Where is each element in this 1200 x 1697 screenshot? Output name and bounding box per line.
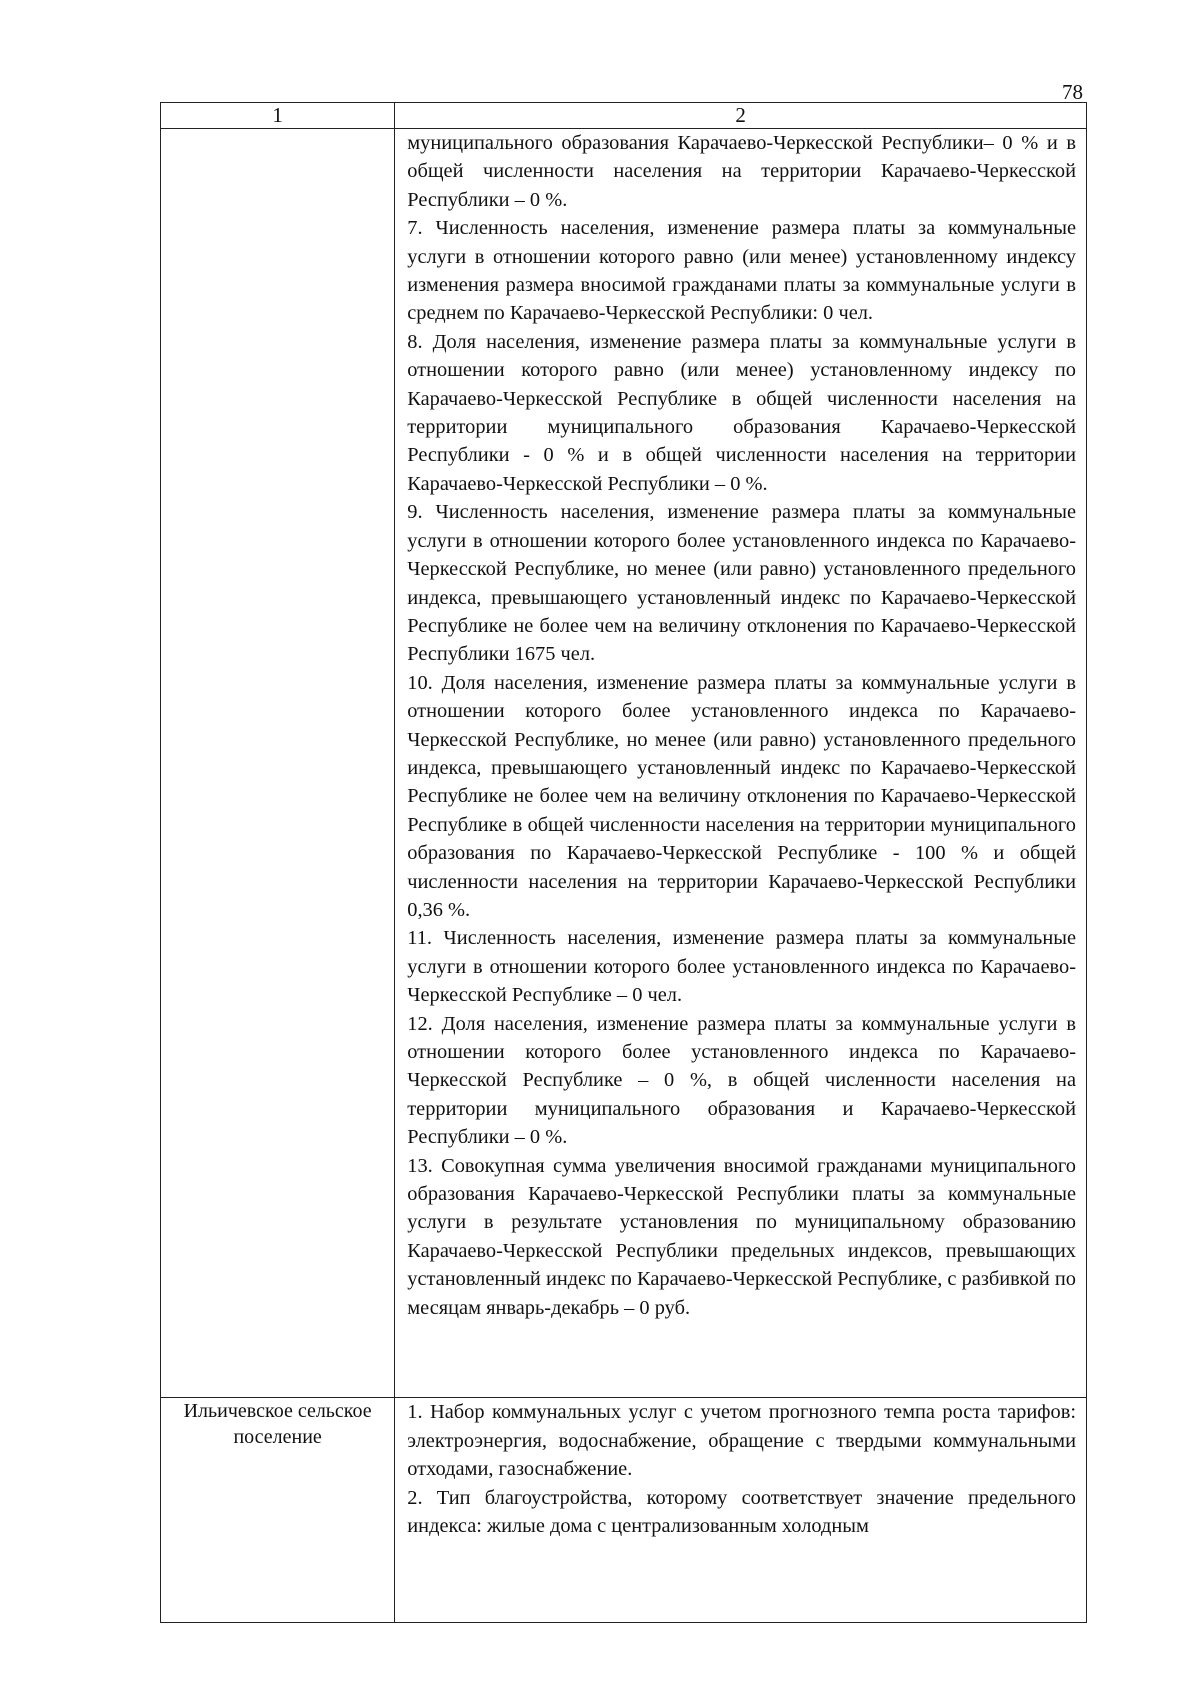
content-cell — [395, 1398, 1087, 1623]
table-row — [161, 1398, 1087, 1623]
paragraph: 12. Доля населения, изменение размера платы за коммунальные услуги в отношении которого более установленного индекса по Карачаево-Черкесской Республике – 0 %, в общей численности населения на территории муниципального образования и Карачаево-Черкесской Республики – 0 %. — [407, 1012, 1076, 1149]
page-number: 78 — [1062, 80, 1083, 104]
paragraph: 7. Численность населения, изменение размера платы за коммунальные услуги в отношении которого равно (или менее) установленному индексу изменения размера вносимой гражданами платы за коммунальные услуги в среднем по Карачаево-Черкесской Республики: 0 чел. — [407, 217, 1076, 325]
header-cell-2: 2 — [395, 103, 1087, 129]
document-table — [160, 102, 1087, 1623]
paragraph: 13. Совокупная сумма увеличения вносимой гражданами муниципального образования Карачаево-Черкесской Республики платы за коммунальные услуги в результате установления по муниципальному образованию Карачаево-Черкесской Республики предельных индексов, превышающих установленный индекс по Карачаево-Черкесской Республике, с разбивкой по месяцам январь-декабрь – 0 руб. — [407, 1154, 1076, 1319]
paragraph: 10. Доля населения, изменение размера платы за коммунальные услуги в отношении которого более установленного индекса по Карачаево-Черкесской Республике, но менее (или равно) установленного предельного индекса, превышающего установленный индекс по Карачаево-Черкесской Республике не более чем на величину отклонения по Карачаево-Черкесской Республике в общей численности населения на территории муниципального образования по Карачаево-Черкесской Республике - 100 % и общей численности населения на территории Карачаево-Черкесской Республики 0,36 %. — [407, 671, 1076, 921]
paragraph: 9. Численность населения, изменение размера платы за коммунальные услуги в отношении которого более установленного индекса по Карачаево-Черкесской Республике, но менее (или равно) установленного предельного индекса, превышающего установленный индекс по Карачаево-Черкесской Республике не более чем на величину отклонения по Карачаево-Черкесской Республики 1675 чел. — [407, 501, 1076, 666]
paragraph: 11. Численность населения, изменение размера платы за коммунальные услуги в отношении которого более установленного индекса по Карачаево-Черкесской Республике – 0 чел. — [407, 927, 1076, 1007]
municipality-cell — [161, 129, 395, 1398]
municipality-cell: Ильичевское сельское поселение — [161, 1398, 395, 1623]
paragraph: муниципального образования Карачаево-Черкесской Республики– 0 % и в общей численности населения на территории Карачаево-Черкесской Республики – 0 %. — [407, 132, 1076, 211]
table-row — [161, 129, 1087, 1398]
content-cell — [395, 129, 1087, 1398]
paragraph: 8. Доля населения, изменение размера платы за коммунальные услуги в отношении которого равно (или менее) установленному индексу по Карачаево-Черкесской Республике в общей численности населения на территории муниципального образования Карачаево-Черкесской Республики - 0 % и в общей численности населения на территории Карачаево-Черкесской Республики – 0 %. — [407, 330, 1076, 495]
paragraph: 2. Тип благоустройства, которому соответствует значение предельного индекса: жилые дома с централизованным холодным — [407, 1486, 1076, 1538]
header-cell-1: 1 — [161, 103, 395, 129]
table-header-row — [161, 103, 1087, 129]
paragraph: 1. Набор коммунальных услуг с учетом прогнозного темпа роста тарифов: электроэнергия, водоснабжение, обращение с твердыми коммунальными отходами, газоснабжение. — [407, 1401, 1076, 1481]
